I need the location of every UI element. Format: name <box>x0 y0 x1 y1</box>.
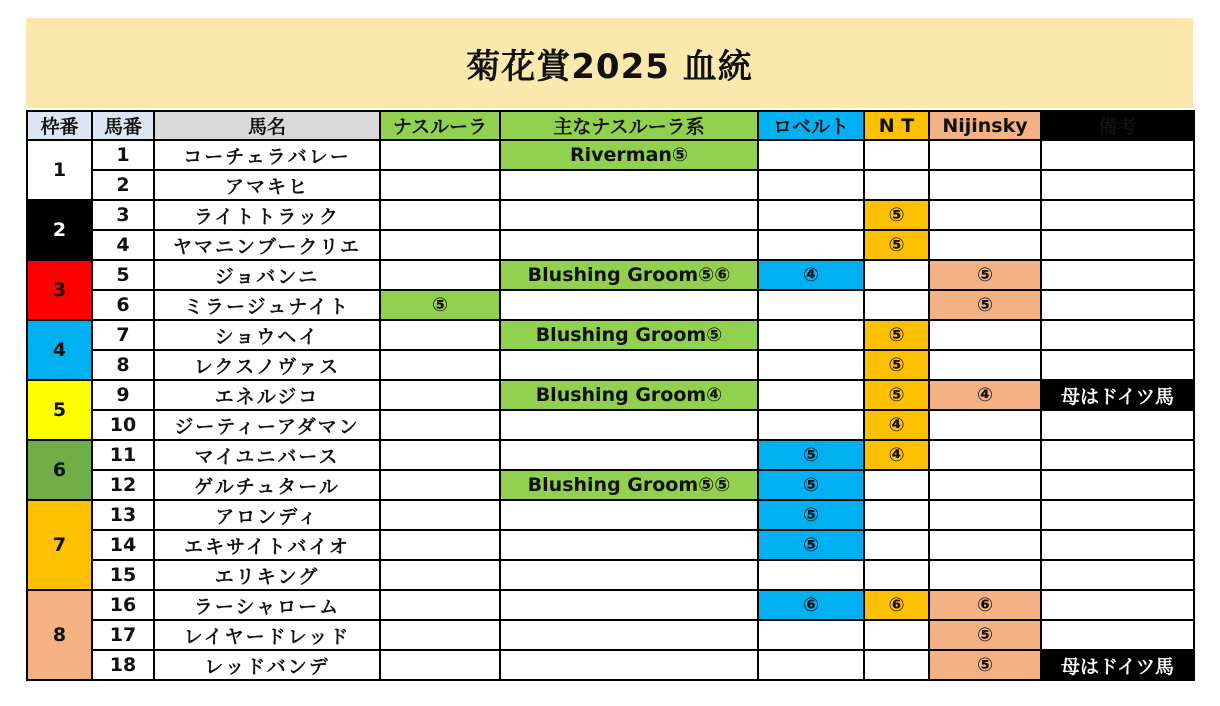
nijinsky-cell <box>929 410 1041 440</box>
umaban-cell: 1 <box>92 140 154 170</box>
waku-cell: 4 <box>27 320 92 380</box>
nijinsky-cell <box>929 350 1041 380</box>
horse-name-cell: ショウヘイ <box>154 320 380 350</box>
nijinsky-cell <box>929 470 1041 500</box>
main-nasrullah-cell <box>500 230 758 260</box>
roberto-cell <box>758 290 864 320</box>
umaban-cell: 4 <box>92 230 154 260</box>
nt-cell <box>864 620 929 650</box>
main-nasrullah-cell <box>500 620 758 650</box>
note-cell: 母はドイツ馬 <box>1041 380 1194 410</box>
nasrullah-cell <box>380 260 500 290</box>
nt-cell: ⑤ <box>864 230 929 260</box>
nasrullah-cell <box>380 440 500 470</box>
nijinsky-cell: ④ <box>929 380 1041 410</box>
header-nt: N T <box>864 111 929 140</box>
pedigree-table <box>26 110 1195 681</box>
header-nijinsky: Nijinsky <box>929 111 1041 140</box>
nasrullah-cell <box>380 590 500 620</box>
main-nasrullah-cell: Blushing Groom⑤ <box>500 320 758 350</box>
horse-name-cell: レクスノヴァス <box>154 350 380 380</box>
waku-cell: 1 <box>27 140 92 200</box>
header-waku: 枠番 <box>27 111 92 140</box>
horse-name-cell: ジーティーアダマン <box>154 410 380 440</box>
header-main-nasrullah: 主なナスルーラ系 <box>500 111 758 140</box>
roberto-cell <box>758 170 864 200</box>
horse-name-cell: レッドバンデ <box>154 650 380 680</box>
horse-name-cell: ライトトラック <box>154 200 380 230</box>
note-cell <box>1041 320 1194 350</box>
nt-cell: ④ <box>864 410 929 440</box>
note-cell <box>1041 590 1194 620</box>
nijinsky-cell <box>929 140 1041 170</box>
table-row <box>27 260 1194 290</box>
note-cell <box>1041 230 1194 260</box>
umaban-cell: 17 <box>92 620 154 650</box>
umaban-cell: 10 <box>92 410 154 440</box>
nt-cell: ⑤ <box>864 380 929 410</box>
nasrullah-cell <box>380 470 500 500</box>
nasrullah-cell <box>380 140 500 170</box>
note-cell <box>1041 290 1194 320</box>
umaban-cell: 18 <box>92 650 154 680</box>
nt-cell: ⑤ <box>864 200 929 230</box>
horse-name-cell: レイヤードレッド <box>154 620 380 650</box>
table-row <box>27 170 1194 200</box>
nijinsky-cell: ⑥ <box>929 590 1041 620</box>
nijinsky-cell <box>929 230 1041 260</box>
umaban-cell: 9 <box>92 380 154 410</box>
table-row <box>27 320 1194 350</box>
roberto-cell <box>758 410 864 440</box>
table-row <box>27 140 1194 170</box>
roberto-cell <box>758 650 864 680</box>
nijinsky-cell <box>929 560 1041 590</box>
table-row <box>27 380 1194 410</box>
nt-cell <box>864 530 929 560</box>
horse-name-cell: エキサイトバイオ <box>154 530 380 560</box>
horse-name-cell: エネルジコ <box>154 380 380 410</box>
main-nasrullah-cell: Riverman⑤ <box>500 140 758 170</box>
note-cell <box>1041 620 1194 650</box>
horse-name-cell: ミラージュナイト <box>154 290 380 320</box>
table-row <box>27 230 1194 260</box>
nt-cell: ⑤ <box>864 320 929 350</box>
roberto-cell <box>758 380 864 410</box>
nasrullah-cell <box>380 530 500 560</box>
nasrullah-cell <box>380 650 500 680</box>
note-cell <box>1041 500 1194 530</box>
header-umaban: 馬番 <box>92 111 154 140</box>
main-nasrullah-cell <box>500 650 758 680</box>
table-row <box>27 620 1194 650</box>
table-row <box>27 500 1194 530</box>
nijinsky-cell <box>929 530 1041 560</box>
note-cell: 母はドイツ馬 <box>1041 650 1194 680</box>
waku-cell: 3 <box>27 260 92 320</box>
nasrullah-cell <box>380 560 500 590</box>
nasrullah-cell <box>380 350 500 380</box>
nijinsky-cell <box>929 500 1041 530</box>
table-row <box>27 650 1194 680</box>
nt-cell <box>864 290 929 320</box>
roberto-cell <box>758 560 864 590</box>
nijinsky-cell: ⑤ <box>929 260 1041 290</box>
umaban-cell: 5 <box>92 260 154 290</box>
roberto-cell: ⑤ <box>758 500 864 530</box>
horse-name-cell: ヤマニンブークリエ <box>154 230 380 260</box>
nasrullah-cell <box>380 200 500 230</box>
umaban-cell: 12 <box>92 470 154 500</box>
nt-cell <box>864 560 929 590</box>
nt-cell <box>864 170 929 200</box>
umaban-cell: 2 <box>92 170 154 200</box>
horse-name-cell: エリキング <box>154 560 380 590</box>
umaban-cell: 13 <box>92 500 154 530</box>
horse-name-cell: アロンディ <box>154 500 380 530</box>
main-nasrullah-cell <box>500 170 758 200</box>
note-cell <box>1041 260 1194 290</box>
table-row <box>27 200 1194 230</box>
umaban-cell: 6 <box>92 290 154 320</box>
nijinsky-cell <box>929 440 1041 470</box>
umaban-cell: 16 <box>92 590 154 620</box>
roberto-cell: ⑤ <box>758 470 864 500</box>
table-row <box>27 590 1194 620</box>
nasrullah-cell <box>380 500 500 530</box>
table-row <box>27 470 1194 500</box>
header-row <box>27 111 1194 140</box>
waku-cell: 8 <box>27 590 92 680</box>
nijinsky-cell: ⑤ <box>929 290 1041 320</box>
main-nasrullah-cell: Blushing Groom⑤⑥ <box>500 260 758 290</box>
nasrullah-cell: ⑤ <box>380 290 500 320</box>
note-cell <box>1041 470 1194 500</box>
umaban-cell: 11 <box>92 440 154 470</box>
main-nasrullah-cell <box>500 500 758 530</box>
nt-cell <box>864 140 929 170</box>
nijinsky-cell <box>929 200 1041 230</box>
horse-name-cell: ラーシャローム <box>154 590 380 620</box>
page-title: 菊花賞2025 血統 <box>466 46 753 87</box>
nasrullah-cell <box>380 320 500 350</box>
table-row <box>27 350 1194 380</box>
nt-cell: ⑥ <box>864 590 929 620</box>
nt-cell <box>864 260 929 290</box>
roberto-cell <box>758 230 864 260</box>
umaban-cell: 8 <box>92 350 154 380</box>
header-note: 備考 <box>1041 111 1194 140</box>
note-cell <box>1041 410 1194 440</box>
nasrullah-cell <box>380 380 500 410</box>
main-nasrullah-cell <box>500 560 758 590</box>
nt-cell: ④ <box>864 440 929 470</box>
header-roberto: ロベルト <box>758 111 864 140</box>
note-cell <box>1041 440 1194 470</box>
note-cell <box>1041 140 1194 170</box>
main-nasrullah-cell: Blushing Groom④ <box>500 380 758 410</box>
note-cell <box>1041 200 1194 230</box>
horse-name-cell: ジョバンニ <box>154 260 380 290</box>
waku-cell: 6 <box>27 440 92 500</box>
main-nasrullah-cell <box>500 530 758 560</box>
nijinsky-cell <box>929 320 1041 350</box>
table-row <box>27 410 1194 440</box>
nasrullah-cell <box>380 170 500 200</box>
nasrullah-cell <box>380 410 500 440</box>
note-cell <box>1041 350 1194 380</box>
horse-name-cell: アマキヒ <box>154 170 380 200</box>
horse-name-cell: ゲルチュタール <box>154 470 380 500</box>
roberto-cell: ⑥ <box>758 590 864 620</box>
roberto-cell: ⑤ <box>758 530 864 560</box>
umaban-cell: 15 <box>92 560 154 590</box>
umaban-cell: 7 <box>92 320 154 350</box>
note-cell <box>1041 560 1194 590</box>
main-nasrullah-cell <box>500 350 758 380</box>
nasrullah-cell <box>380 620 500 650</box>
waku-cell: 5 <box>27 380 92 440</box>
table-row <box>27 530 1194 560</box>
nt-cell: ⑤ <box>864 350 929 380</box>
note-cell <box>1041 170 1194 200</box>
umaban-cell: 14 <box>92 530 154 560</box>
horse-name-cell: マイユニバース <box>154 440 380 470</box>
roberto-cell <box>758 140 864 170</box>
table-row <box>27 440 1194 470</box>
roberto-cell: ⑤ <box>758 440 864 470</box>
roberto-cell: ④ <box>758 260 864 290</box>
table-row <box>27 560 1194 590</box>
main-nasrullah-cell <box>500 410 758 440</box>
roberto-cell <box>758 620 864 650</box>
roberto-cell <box>758 350 864 380</box>
roberto-cell <box>758 200 864 230</box>
main-nasrullah-cell <box>500 590 758 620</box>
nasrullah-cell <box>380 230 500 260</box>
table-row <box>27 290 1194 320</box>
main-nasrullah-cell: Blushing Groom⑤⑤ <box>500 470 758 500</box>
nijinsky-cell: ⑤ <box>929 620 1041 650</box>
nijinsky-cell: ⑤ <box>929 650 1041 680</box>
note-cell <box>1041 530 1194 560</box>
header-nasrullah: ナスルーラ <box>380 111 500 140</box>
waku-cell: 2 <box>27 200 92 260</box>
umaban-cell: 3 <box>92 200 154 230</box>
nt-cell <box>864 470 929 500</box>
title-banner <box>26 18 1193 108</box>
main-nasrullah-cell <box>500 290 758 320</box>
nt-cell <box>864 650 929 680</box>
main-nasrullah-cell <box>500 440 758 470</box>
roberto-cell <box>758 320 864 350</box>
main-nasrullah-cell <box>500 200 758 230</box>
waku-cell: 7 <box>27 500 92 590</box>
nijinsky-cell <box>929 170 1041 200</box>
horse-name-cell: コーチェラバレー <box>154 140 380 170</box>
nt-cell <box>864 500 929 530</box>
header-name: 馬名 <box>154 111 380 140</box>
